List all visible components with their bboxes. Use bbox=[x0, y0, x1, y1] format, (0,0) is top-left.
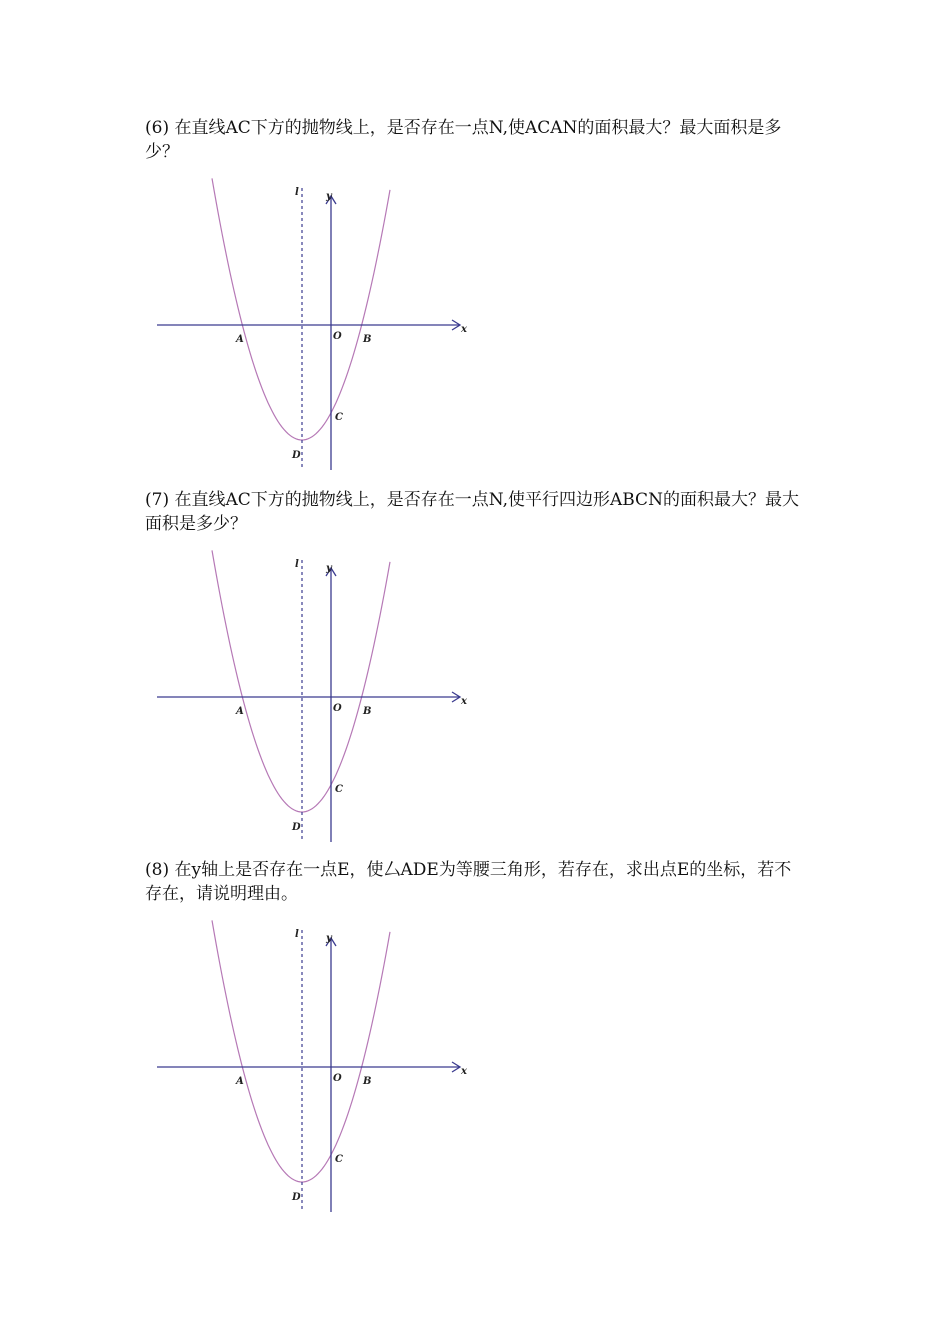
label-c: C bbox=[335, 1154, 343, 1165]
label-y: y bbox=[326, 563, 332, 574]
label-x: x bbox=[461, 324, 467, 335]
question-7 bbox=[145, 488, 805, 536]
label-b: B bbox=[363, 1076, 372, 1087]
question-number: (8) bbox=[145, 860, 170, 880]
label-l: l bbox=[295, 187, 299, 198]
parabola-curve bbox=[212, 178, 390, 440]
question-text: 在直线AC下方的抛物线上，是否存在一点N,使ACAN的面积最大？最大面积是多少？ bbox=[145, 118, 782, 162]
question-number: (6) bbox=[145, 118, 170, 138]
label-d: D bbox=[292, 822, 301, 833]
parabola-curve bbox=[212, 550, 390, 812]
label-c: C bbox=[335, 412, 343, 423]
parabola-figure bbox=[150, 168, 480, 478]
parabola-figure bbox=[150, 910, 480, 1220]
label-x: x bbox=[461, 696, 467, 707]
label-y: y bbox=[326, 933, 332, 944]
label-b: B bbox=[363, 334, 372, 345]
label-l: l bbox=[295, 559, 299, 570]
question-8 bbox=[145, 858, 805, 906]
parabola-curve bbox=[212, 920, 390, 1182]
label-o: O bbox=[333, 703, 342, 714]
label-a: A bbox=[236, 334, 244, 345]
question-text: 在直线AC下方的抛物线上，是否存在一点N,使平行四边形ABCN的面积最大？最大面积是多少？ bbox=[145, 490, 799, 534]
figure-svg bbox=[150, 540, 480, 850]
question-number: (7) bbox=[145, 490, 170, 510]
label-a: A bbox=[236, 706, 244, 717]
label-b: B bbox=[363, 706, 372, 717]
label-c: C bbox=[335, 784, 343, 795]
label-o: O bbox=[333, 331, 342, 342]
figure-svg bbox=[150, 168, 480, 478]
label-d: D bbox=[292, 1192, 301, 1203]
question-text: 在y轴上是否存在一点E，使厶ADE为等腰三角形，若存在，求出点E的坐标，若不存在，请说明理由。 bbox=[145, 860, 792, 904]
label-y: y bbox=[326, 191, 332, 202]
label-x: x bbox=[461, 1066, 467, 1077]
label-d: D bbox=[292, 450, 301, 461]
parabola-figure bbox=[150, 540, 480, 850]
label-a: A bbox=[236, 1076, 244, 1087]
figure-svg bbox=[150, 910, 480, 1220]
question-6 bbox=[145, 116, 805, 164]
label-o: O bbox=[333, 1073, 342, 1084]
label-l: l bbox=[295, 929, 299, 940]
